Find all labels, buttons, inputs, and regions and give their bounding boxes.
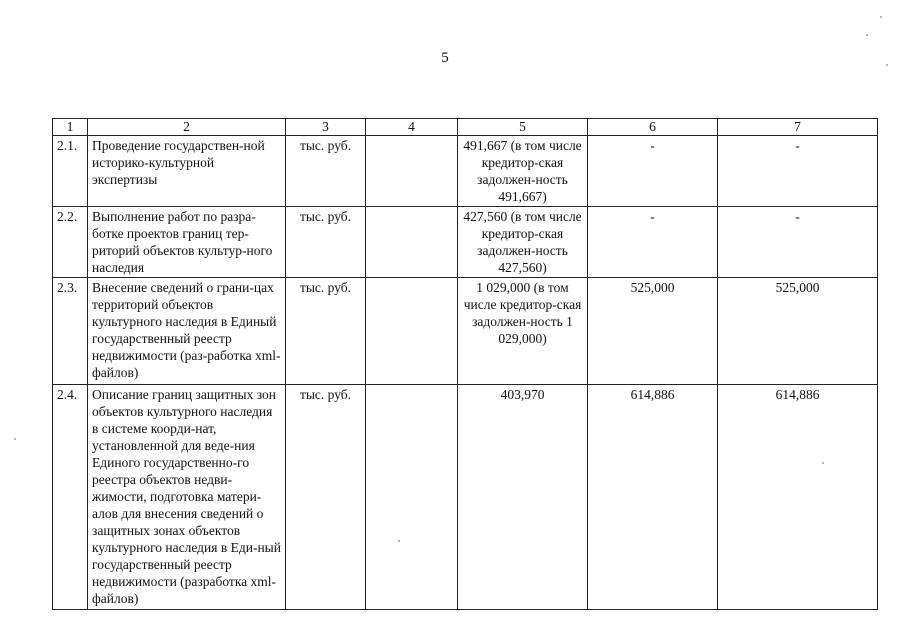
column-header-1: 1 (53, 119, 88, 136)
row-description: Внесение сведений о грани-цах территорий объектов культурного наследия в Единый государственный реестр недвижимости (раз-работка xml-файлов) (88, 278, 286, 385)
row-unit: тыс. руб. (286, 278, 366, 385)
row-col4 (366, 207, 458, 278)
column-header-7: 7 (718, 119, 878, 136)
row-col6: - (588, 207, 718, 278)
budget-table (52, 118, 878, 610)
column-header-4: 4 (366, 119, 458, 136)
row-col5: 403,970 (458, 385, 588, 610)
table-row (53, 278, 878, 385)
row-unit: тыс. руб. (286, 207, 366, 278)
row-col6: - (588, 136, 718, 207)
table-row (53, 207, 878, 278)
column-header-2: 2 (88, 119, 286, 136)
row-unit: тыс. руб. (286, 385, 366, 610)
row-number: 2.2. (53, 207, 88, 278)
row-number: 2.1. (53, 136, 88, 207)
row-col7: 525,000 (718, 278, 878, 385)
row-col7: - (718, 136, 878, 207)
row-description: Проведение государствен-ной историко-культурной экспертизы (88, 136, 286, 207)
column-header-6: 6 (588, 119, 718, 136)
table-row (53, 385, 878, 610)
table-header-row (53, 119, 878, 136)
row-col4 (366, 136, 458, 207)
row-col6: 614,886 (588, 385, 718, 610)
row-col5: 491,667 (в том числе кредитор-ская задолжен-ность 491,667) (458, 136, 588, 207)
row-description: Выполнение работ по разра-ботке проектов границ тер-риторий объектов культур-ного наследия (88, 207, 286, 278)
row-col4 (366, 385, 458, 610)
row-number: 2.3. (53, 278, 88, 385)
row-col5: 1 029,000 (в том числе кредитор-ская задолжен-ность 1 029,000) (458, 278, 588, 385)
table-row (53, 136, 878, 207)
row-col5: 427,560 (в том числе кредитор-ская задолжен-ность 427,560) (458, 207, 588, 278)
row-col4 (366, 278, 458, 385)
row-col7: - (718, 207, 878, 278)
row-col6: 525,000 (588, 278, 718, 385)
row-unit: тыс. руб. (286, 136, 366, 207)
row-number: 2.4. (53, 385, 88, 610)
column-header-3: 3 (286, 119, 366, 136)
page-number: 5 (441, 50, 449, 66)
column-header-5: 5 (458, 119, 588, 136)
row-col7: 614,886 (718, 385, 878, 610)
row-description: Описание границ защитных зон объектов культурного наследия в системе коорди-нат, установленной для веде-ния Единого государственно-го реестра объектов недви-жимости, подготовка матери-алов для внесения сведений о защитных зонах объектов культурного наследия в Еди-ный государственный реестр недвижимости (разработка xml-файлов) (88, 385, 286, 610)
